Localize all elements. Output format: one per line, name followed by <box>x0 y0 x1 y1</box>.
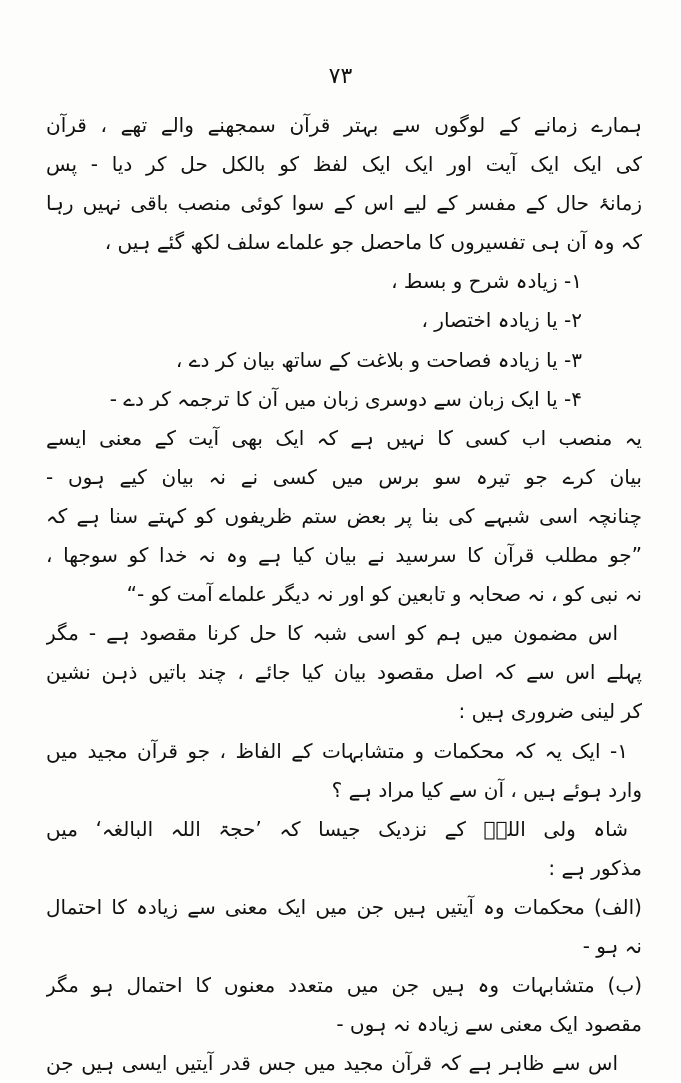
text-line: یہ منصب اب کسی کا نہیں ہے کہ ایک بھی آیت کے معنی ایسے <box>46 425 642 450</box>
text-line: بیان کرے جو تیرہ سو برس میں کسی نے نہ بیان کیے ہوں - <box>46 464 642 489</box>
definition-line: (ب) متشابہات وہ ہیں جن میں متعدد معنوں کا احتمال ہو مگر <box>46 973 642 998</box>
definition-line: نہ ہو - <box>582 933 642 958</box>
definition-line: (الف) محکمات وہ آیتیں ہیں جن میں ایک معنی سے زیادہ کا احتمال <box>46 894 642 919</box>
definition-line: مقصود ایک معنی سے زیادہ نہ ہوں - <box>336 1012 642 1037</box>
paragraph-start: اس سے ظاہر ہے کہ قرآن مجید میں جس قدر آیتیں ایسی ہیں جن <box>46 1051 618 1076</box>
body-text <box>46 106 642 1083</box>
list-item: ۱- زیادہ شرح و بسط ، <box>391 269 582 294</box>
list-item: ۴- یا ایک زبان سے دوسری زبان میں آن کا ترجمہ کر دے - <box>109 386 582 411</box>
text-line: زمانۂ حال کے مفسر کے لیے اس کے سوا کوئی منصب باقی نہیں رہا <box>46 191 642 216</box>
paragraph-start: اس مضمون میں ہم کو اسی شبہ کا حل کرنا مقصود ہے - مگر <box>46 621 618 646</box>
text-line: شاہ ولی اللہؒ کے نزدیک جیسا کہ ’حجۃ اللہ البالغہ‘ میں <box>46 816 628 841</box>
list-item: ۳- یا زیادہ فصاحت و بلاغت کے ساتھ بیان کر دے ، <box>175 347 582 372</box>
text-line: وارد ہوئے ہیں ، آن سے کیا مراد ہے ؟ <box>331 777 642 802</box>
text-line: کہ وہ آن ہی تفسیروں کا ماحصل جو علماے سلف لکھ گئے ہیں ، <box>104 230 642 255</box>
page-number: ۷۳ <box>328 64 353 89</box>
text-line: مذکور ہے : <box>548 855 642 880</box>
text-line: ہمارے زمانے کے لوگوں سے بہتر قرآن سمجھنے والے تھے ، قرآن <box>46 113 642 137</box>
text-line: کی ایک ایک آیت اور ایک ایک لفظ کو بالکل حل کر دیا - پس <box>46 152 642 177</box>
quote-line: ”جو مطلب قرآن کا سرسید نے بیان کیا ہے وہ نہ خدا کو سوجھا ، <box>46 543 642 568</box>
list-item: ۱- ایک یہ کہ محکمات و متشابہات کے الفاظ ، جو قرآن مجید میں <box>46 738 628 763</box>
list-item: ۲- یا زیادہ اختصار ، <box>421 308 582 333</box>
text-line: پہلے اس سے کہ اصل مقصود بیان کیا جائے ، چند باتیں ذہن نشین <box>46 660 642 685</box>
quote-line: نہ نبی کو ، نہ صحابہ و تابعین کو اور نہ دیگر علماے آمت کو -“ <box>126 582 642 607</box>
text-line: کر لینی ضروری ہیں : <box>458 699 642 724</box>
text-line: چنانچہ اسی شبہے کی بنا پر بعض ستم ظریفوں کو کہتے سنا ہے کہ <box>46 503 642 528</box>
